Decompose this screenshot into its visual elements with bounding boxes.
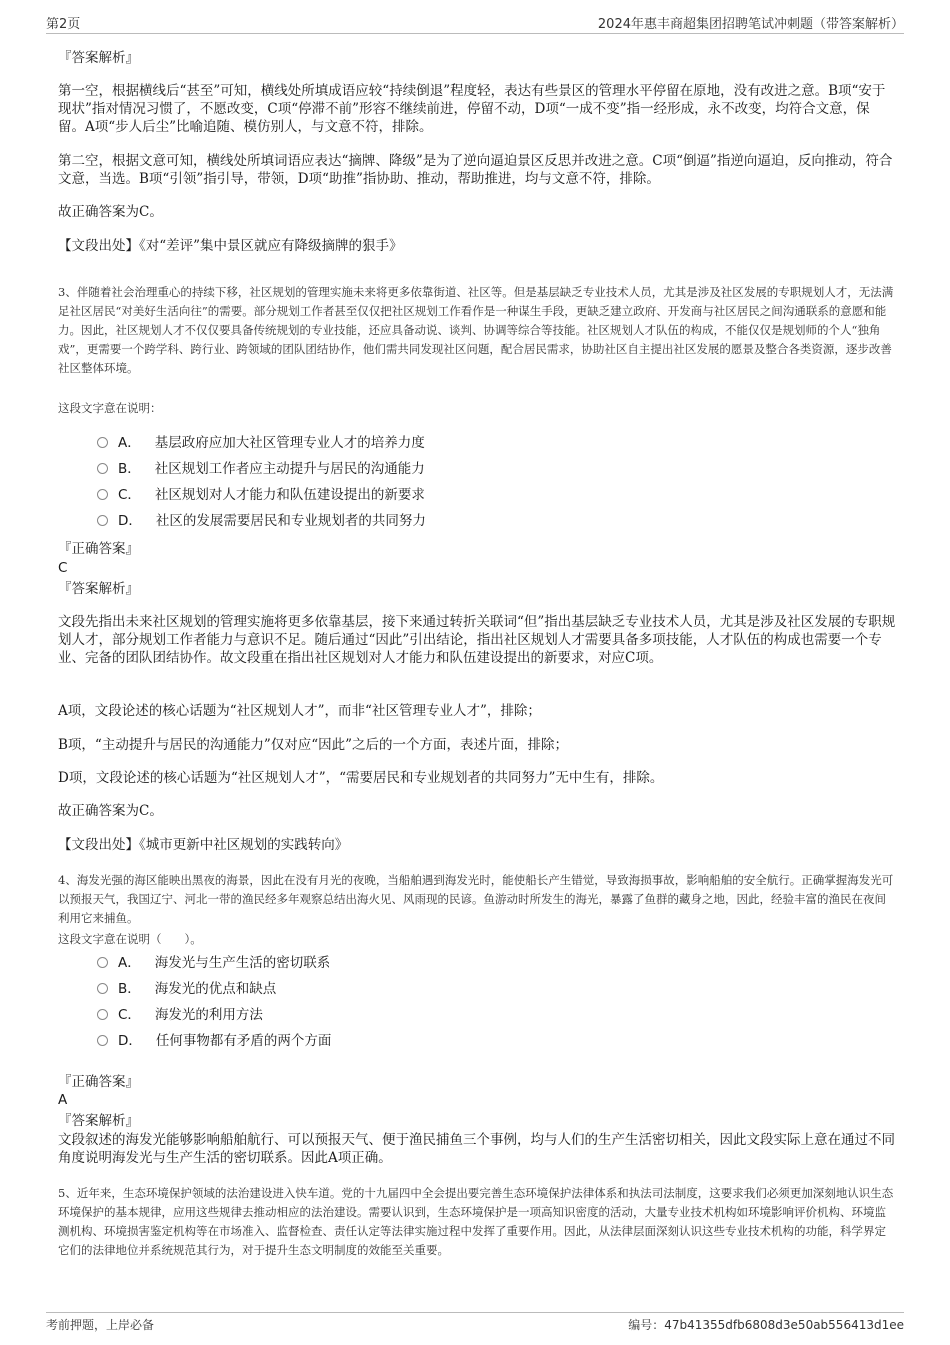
document-title: 2024年惠丰商超集团招聘笔试冲刺题（带答案解析） [597,17,904,32]
q2-analysis-para2: 第二空，根据文意可知，横线处所填词语应表达“摘牌、降级”是为了逆向逼迫景区反思并改进之意。C项“倒逼”指逆向逼迫，反向推动，符合文意，当选。B项“引领”指引导，带领，D项“助推”指协助、推动，帮助推进，均与文意不符，排除。 [58,153,893,187]
q3-analysis-para2: A项，文段论述的核心话题为“社区规划人才”，而非“社区管理专业人才”，排除； [58,703,541,719]
q4-option-a[interactable]: A． 海发光与生产生活的密切联系 [97,954,330,972]
q3-option-a[interactable]: A． 基层政府应加大社区管理专业人才的培养力度 [97,434,425,452]
footer-slogan: 考前押题，上岸必备 [46,1318,155,1332]
q3-conclusion: 故正确答案为C。 [58,803,163,819]
q4-analysis-label: 『答案解析』 [58,1113,139,1129]
q3-analysis-para3: B项，“主动提升与居民的沟通能力”仅对应“因此”之后的一个方面，表述片面，排除； [58,737,569,753]
document-id: 编号：47b41355dfb6808d3e50ab556413d1ee [628,1318,904,1332]
radio-icon[interactable] [97,515,108,526]
q4-option-b[interactable]: B． 海发光的优点和缺点 [97,980,276,998]
q3-option-d[interactable]: D． 社区的发展需要居民和专业规划者的共同努力 [97,512,426,530]
header-divider [46,33,904,34]
q3-question: 这段文字意在说明： [58,401,162,415]
radio-icon[interactable] [97,957,108,968]
q3-analysis-para4: D项，文段论述的核心话题为“社区规划人才”，“需要居民和专业规划者的共同努力”无中生有，排除。 [58,770,664,786]
q2-analysis-label: 『答案解析』 [58,50,139,66]
q3-source: 【文段出处】《城市更新中社区规划的实践转向》 [58,837,349,853]
footer-divider [46,1312,904,1313]
radio-icon[interactable] [97,1009,108,1020]
q3-analysis-para1: 文段先指出未来社区规划的管理实施将更多依靠基层，接下来通过转折关联词“但”指出基层缺乏专业技术人员，尤其是涉及社区发展的专职规划人才，部分规划工作者能力与意识不足。随后通过“因此”引出结论，指出社区规划人才需要具备多项技能，人才队伍的构成也需要一个专业、完备的团队团结协作。故文段重在指出社区规划对人才能力和队伍建设提出的新要求，对应C项。 [58,614,896,666]
q3-option-b[interactable]: B． 社区规划工作者应主动提升与居民的沟通能力 [97,460,425,478]
q4-question: 这段文字意在说明（ ）。 [58,932,202,946]
q4-analysis: 文段叙述的海发光能够影响船舶航行、可以预报天气、便于渔民捕鱼三个事例，均与人们的生产生活密切相关，因此文段实际上意在通过不同角度说明海发光与生产生活的密切联系。因此A项正确。 [58,1132,895,1166]
radio-icon[interactable] [97,489,108,500]
q3-answer: C [58,560,68,576]
page-header [46,13,904,31]
radio-icon[interactable] [97,437,108,448]
q5-stem: 5、近年来，生态环境保护领域的法治建设进入快车道。党的十九届四中全会提出要完善生态环境保护法律体系和执法司法制度，这要求我们必须更加深刻地认识生态环境保护的基本规律，应用这些规律去推动相应的法治建设。需要认识到，生态环境保护是一项高知识密度的活动，大量专业技术机构如环境影响评价机构、环境监测机构、环境损害鉴定机构等在市场准入、监督检查、责任认定等法律实施过程中发挥了重要作用。因此，从法律层面深刻认识这些专业技术机构的功能，科学界定它们的法律地位并系统规范其行为，对于提升生态文明制度的效能至关重要。 [58,1186,894,1257]
q4-option-d[interactable]: D． 任何事物都有矛盾的两个方面 [97,1032,331,1050]
radio-icon[interactable] [97,1035,108,1046]
q4-option-c[interactable]: C． 海发光的利用方法 [97,1006,263,1024]
q3-option-c[interactable]: C． 社区规划对人才能力和队伍建设提出的新要求 [97,486,425,504]
q3-answer-label: 『正确答案』 [58,541,139,557]
page-footer [46,1316,904,1334]
radio-icon[interactable] [97,983,108,994]
page-number: 第2页 [46,17,81,32]
radio-icon[interactable] [97,463,108,474]
q3-stem: 3、伴随着社会治理重心的持续下移，社区规划的管理实施未来将更多依靠街道、社区等。但是基层缺乏专业技术人员，尤其是涉及社区发展的专职规划人才，无法满足社区居民“对美好生活向往”的需要。部分规划工作者甚至仅仅把社区规划工作看作是一种谋生手段，更缺乏建立政府、开发商与社区居民之间沟通联系的意愿和能力。因此，社区规划人才不仅仅要具备传统规划的专业技能，还应具备动说、谈判、协调等综合等技能。社区规划人才队伍的构成，不能仅仅是规划师的个人“独角戏”，更需要一个跨学科、跨行业、跨领域的团队团结协作，他们需共同发现社区问题，配合居民需求，协助社区自主提出社区发展的愿景及整合各类资源，逐步改善社区整体环境。 [58,285,894,375]
q4-answer-label: 『正确答案』 [58,1074,139,1090]
q3-analysis-label: 『答案解析』 [58,581,139,597]
q2-analysis-para1: 第一空，根据横线后“甚至”可知，横线处所填成语应较“持续倒退”程度轻，表达有些景区的管理水平停留在原地，没有改进之意。B项“安于现状”指对情况习惯了，不愿改变，C项“停滞不前”形容不继续前进，停留不动，D项“一成不变”指一经形成，永不改变，均符合文意，保留。A项“步人后尘”比喻追随、模仿别人，与文意不符，排除。 [58,83,886,135]
q2-source: 【文段出处】《对“差评”集中景区就应有降级摘牌的狠手》 [58,238,403,254]
q2-conclusion: 故正确答案为C。 [58,204,163,220]
q4-stem: 4、海发光强的海区能映出黑夜的海景，因此在没有月光的夜晚，当船舶遇到海发光时，能使船长产生错觉，导致海损事故，影响船舶的安全航行。正确掌握海发光可以预报天气，我国辽宁、河北一带的渔民经多年观察总结出海火见、风雨现的民谚。鱼游动时所发生的海光，暴露了鱼群的藏身之地，因此，经验丰富的渔民在夜间利用它来捕鱼。 [58,873,894,925]
q4-answer: A [58,1092,68,1108]
